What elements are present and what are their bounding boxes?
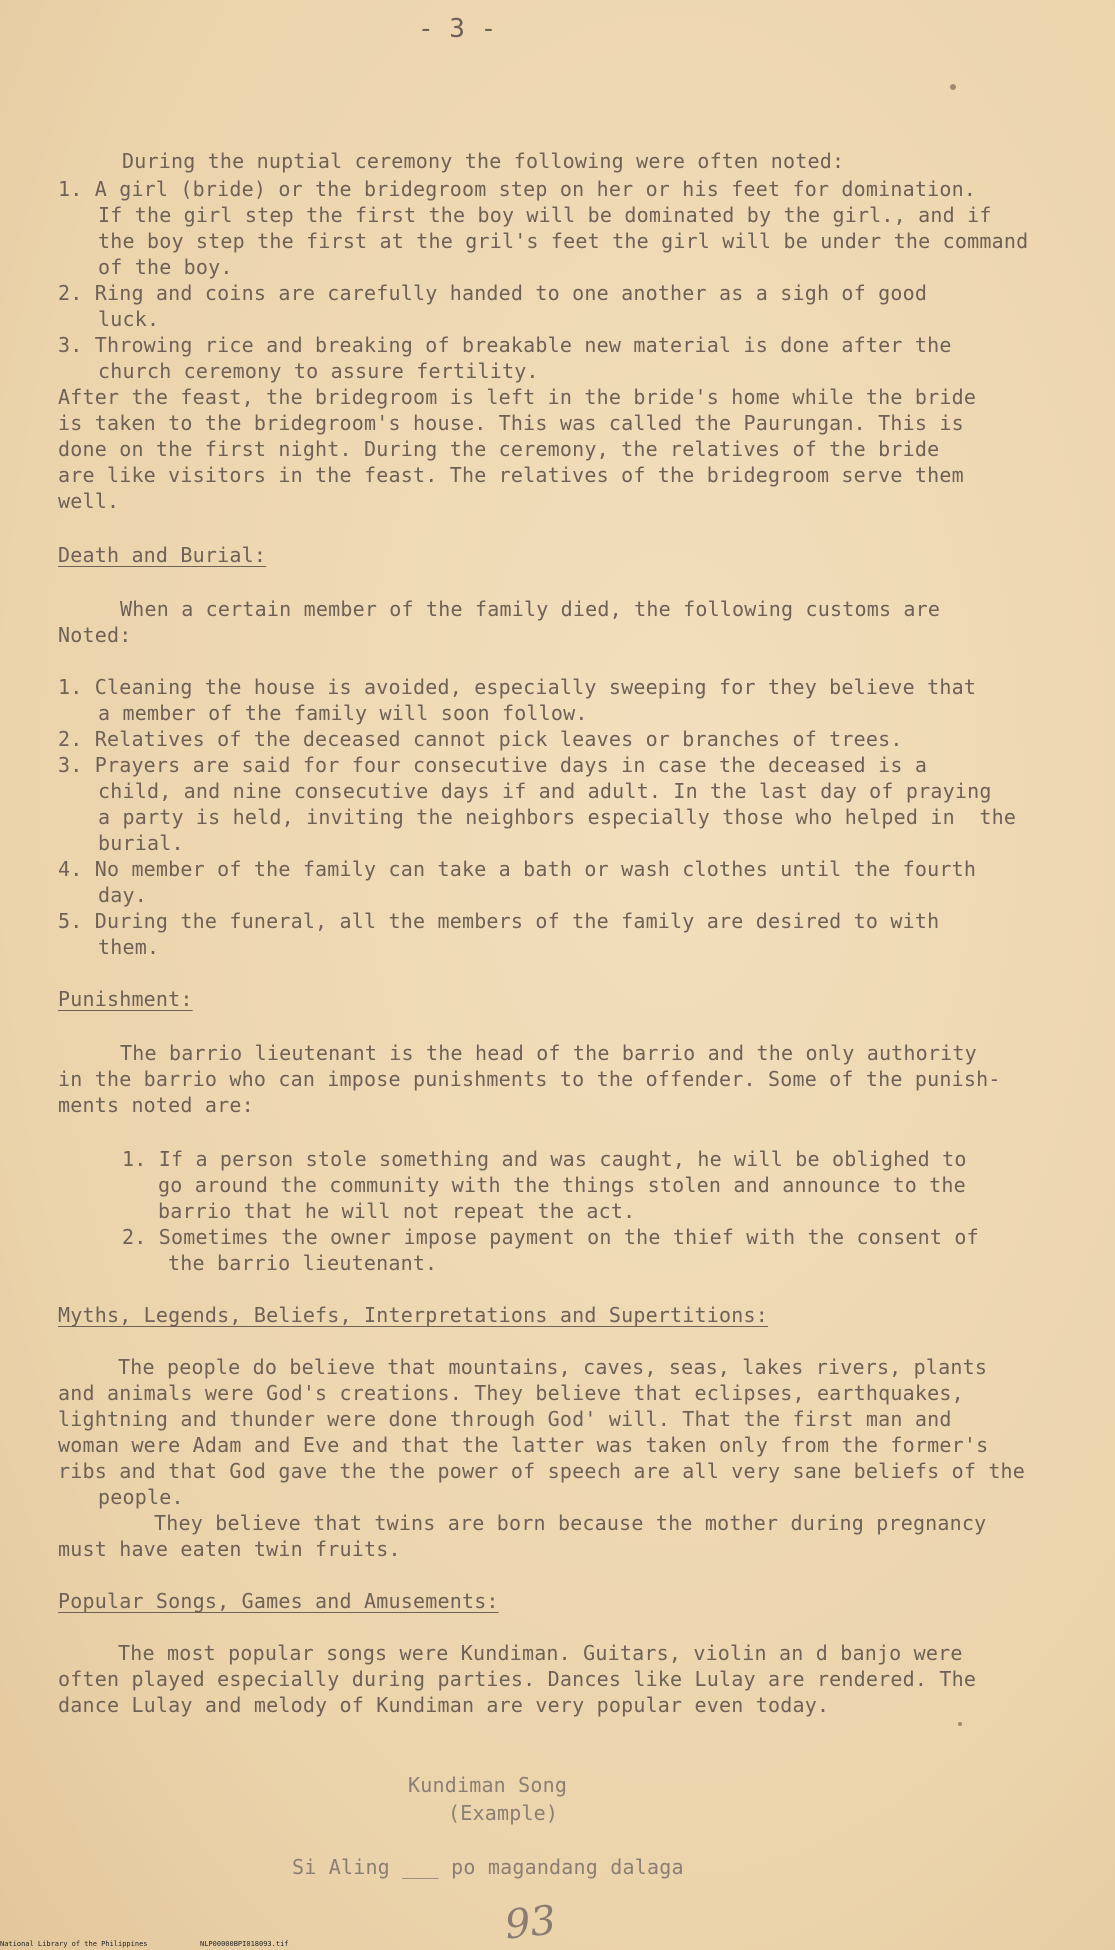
song-lyric-line: Si Aling ___ po magandang dalaga	[292, 1855, 684, 1879]
nuptial-item-3-line-2: church ceremony to assure fertility.	[98, 359, 539, 383]
page-number: - 3 -	[418, 14, 497, 44]
myths-para1-line-3: lightning and thunder were done through God' will. That the first man and	[58, 1407, 952, 1431]
death-item-5-line-2: them.	[98, 935, 160, 959]
death-item-2-line-1: 2. Relatives of the deceased cannot pick leaves or branches of trees.	[58, 727, 903, 751]
ink-speck	[950, 84, 956, 90]
punishment-item-2-line-1: 2. Sometimes the owner impose payment on the thief with the consent of	[122, 1225, 979, 1249]
punishment-item-1-line-2: go around the community with the things stolen and announce to the	[158, 1173, 966, 1197]
songs-para-line-2: often played especially during parties. Dances like Lulay are rendered. The	[58, 1667, 977, 1691]
punishment-heading: Punishment:	[58, 987, 193, 1011]
nuptial-intro: During the nuptial ceremony the following were often noted:	[122, 149, 845, 173]
death-item-1-line-2: a member of the family will soon follow.	[98, 701, 588, 725]
death-item-3-line-1: 3. Prayers are said for four consecutive days in case the deceased is a	[58, 753, 928, 777]
footer-filename: NLP00000BPI018093.tif	[200, 1940, 289, 1948]
songs-heading: Popular Songs, Games and Amusements:	[58, 1589, 499, 1613]
death-heading: Death and Burial:	[58, 543, 267, 567]
myths-heading: Myths, Legends, Beliefs, Interpretations and Supertitions:	[58, 1303, 768, 1327]
nuptial-item-1-line-2: If the girl step the first the boy will be dominated by the girl., and if	[98, 203, 992, 227]
nuptial-item-2-line-1: 2. Ring and coins are carefully handed to one another as a sigh of good	[58, 281, 928, 305]
handwritten-page-number: 93	[502, 1897, 559, 1949]
after-feast-line-1: After the feast, the bridegroom is left in the bride's home while the bride	[58, 385, 977, 409]
myths-para1-line-6: people.	[98, 1485, 184, 1509]
footer-library: National Library of the Philippines	[0, 1940, 148, 1948]
death-item-1-line-1: 1. Cleaning the house is avoided, especially sweeping for they believe that	[58, 675, 977, 699]
punishment-item-1-line-1: 1. If a person stole something and was caught, he will be oblighed to	[122, 1147, 967, 1171]
death-intro-line-2: Noted:	[58, 623, 132, 647]
myths-para2-line-2: must have eaten twin fruits.	[58, 1537, 401, 1561]
myths-para2-line-1: They believe that twins are born because the mother during pregnancy	[154, 1511, 987, 1535]
after-feast-line-5: well.	[58, 489, 120, 513]
death-item-4-line-1: 4. No member of the family can take a bath or wash clothes until the fourth	[58, 857, 977, 881]
punishment-item-2-line-2: the barrio lieutenant.	[168, 1251, 438, 1275]
myths-para1-line-5: ribs and that God gave the the power of speech are all very sane beliefs of the	[58, 1459, 1026, 1483]
death-item-3-line-2: child, and nine consecutive days if and adult. In the last day of praying	[98, 779, 992, 803]
songs-para-line-3: dance Lulay and melody of Kundiman are very popular even today.	[58, 1693, 830, 1717]
after-feast-line-2: is taken to the bridegroom's house. This was called the Paurungan. This is	[58, 411, 964, 435]
myths-para1-line-2: and animals were God's creations. They believe that eclipses, earthquakes,	[58, 1381, 964, 1405]
punishment-item-1-line-3: barrio that he will not repeat the act.	[158, 1199, 636, 1223]
punishment-intro-line-1: The barrio lieutenant is the head of the barrio and the only authority	[120, 1041, 977, 1065]
ink-speck	[958, 1722, 962, 1726]
songs-para-line-1: The most popular songs were Kundiman. Guitars, violin an d banjo were	[118, 1641, 963, 1665]
nuptial-item-1-line-1: 1. A girl (bride) or the bridegroom step on her or his feet for domination.	[58, 177, 977, 201]
death-intro-line-1: When a certain member of the family died, the following customs are	[120, 597, 941, 621]
death-item-3-line-4: burial.	[98, 831, 184, 855]
nuptial-item-2-line-2: luck.	[98, 307, 160, 331]
after-feast-line-4: are like visitors in the feast. The relatives of the bridegroom serve them	[58, 463, 964, 487]
death-item-3-line-3: a party is held, inviting the neighbors especially those who helped in the	[98, 805, 1017, 829]
after-feast-line-3: done on the first night. During the ceremony, the relatives of the bride	[58, 437, 940, 461]
song-example-title: Kundiman Song	[408, 1773, 568, 1797]
nuptial-item-1-line-4: of the boy.	[98, 255, 233, 279]
death-item-4-line-2: day.	[98, 883, 147, 907]
nuptial-item-3-line-1: 3. Throwing rice and breaking of breakable new material is done after the	[58, 333, 952, 357]
myths-para1-line-4: woman were Adam and Eve and that the latter was taken only from the former's	[58, 1433, 989, 1457]
death-item-5-line-1: 5. During the funeral, all the members of the family are desired to with	[58, 909, 940, 933]
punishment-intro-line-3: ments noted are:	[58, 1093, 254, 1117]
myths-para1-line-1: The people do believe that mountains, caves, seas, lakes rivers, plants	[118, 1355, 988, 1379]
song-example-subtitle: (Example)	[448, 1801, 559, 1825]
punishment-intro-line-2: in the barrio who can impose punishments to the offender. Some of the punish-	[58, 1067, 1001, 1091]
nuptial-item-1-line-3: the boy step the first at the gril's feet the girl will be under the command	[98, 229, 1029, 253]
